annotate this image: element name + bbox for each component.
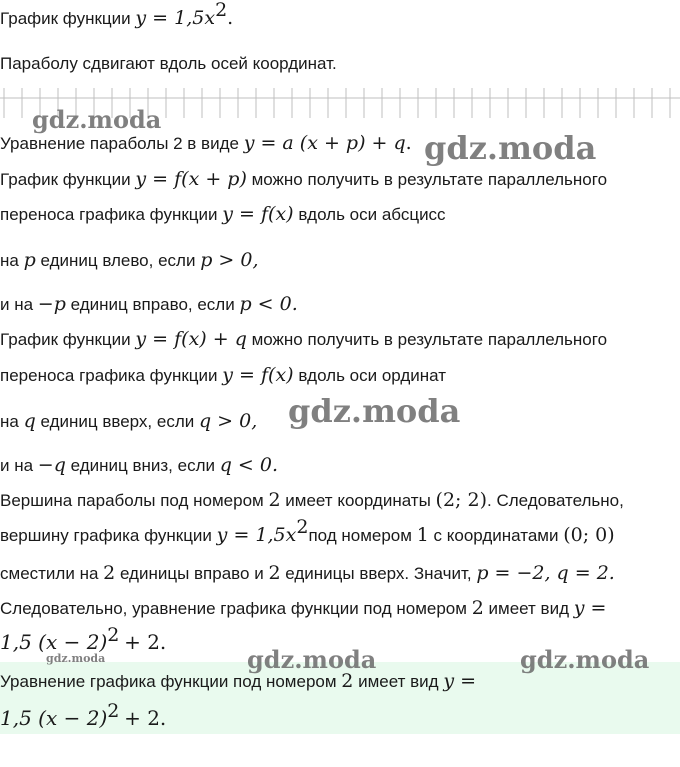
formula: p = −2, q = 2. [476, 562, 615, 584]
watermark: gdz.moda [424, 129, 597, 167]
text-segment: единицы вверх. Значит, [285, 564, 472, 583]
text-segment: сместили на [0, 564, 99, 583]
formula: 1,5 (x − 2) [0, 630, 108, 654]
text-segment: под номером [308, 526, 412, 545]
text-segment: . Следовательно, [487, 491, 624, 510]
formula: y = [443, 670, 477, 692]
text-segment: График функции [0, 9, 131, 28]
answer-formula: 1,5 (x − 2) [0, 706, 108, 730]
coordinates: (0; 0) [563, 524, 615, 546]
text-segment: на [0, 412, 19, 431]
line-13 [0, 516, 615, 548]
formula: y = [573, 597, 607, 619]
watermark: gdz.moda [32, 105, 162, 134]
text-segment: единиц вниз, если [70, 456, 215, 475]
text-segment: имеет вид [488, 599, 569, 618]
formula: p < 0. [239, 293, 298, 315]
formula: q < 0. [219, 454, 279, 476]
watermark: gdz.moda [520, 645, 650, 674]
text-segment: Следовательно, уравнение графика функции под номером [0, 599, 467, 618]
line-7 [0, 292, 298, 317]
text-segment: Уравнение параболы 2 в виде [0, 134, 239, 153]
answer-line-1 [0, 669, 476, 694]
text-segment: График функции [0, 330, 131, 349]
text-segment: с координатами [433, 526, 559, 545]
text-segment: и на [0, 295, 34, 314]
number: 2 [268, 562, 281, 584]
exponent: 2 [215, 0, 228, 21]
line-5 [0, 202, 446, 227]
text-segment: переноса графика функции [0, 205, 218, 224]
number: 2 [471, 597, 484, 619]
formula: y = f(x) + q [135, 328, 247, 350]
text-segment: Уравнение графика функции под номером [0, 672, 337, 691]
line-8 [0, 327, 607, 352]
watermark: gdz.moda [247, 645, 377, 674]
formula: y = a (x + p) + q [243, 132, 406, 154]
formula: y = f(x) [222, 364, 294, 386]
line-2 [0, 52, 337, 76]
exponent: 2 [107, 700, 120, 722]
text-segment: на [0, 251, 19, 270]
text-segment: единиц вправо, если [70, 295, 235, 314]
text-segment: единиц влево, если [40, 251, 196, 270]
text-segment: единицы вправо и [119, 564, 264, 583]
line-15 [0, 596, 606, 621]
text-segment: вершину графика функции [0, 526, 212, 545]
text-segment: можно получить в результате параллельного [251, 170, 608, 189]
formula: q > 0, [198, 410, 258, 432]
text-segment: можно получить в результате параллельного [251, 330, 608, 349]
line-12 [0, 488, 624, 513]
variable: −q [37, 454, 66, 476]
formula: y = f(x) [222, 203, 294, 225]
formula: y = 1,5x [135, 7, 216, 29]
number: 2 [268, 489, 281, 511]
watermark: gdz.moda [46, 652, 106, 665]
variable: −p [37, 293, 66, 315]
formula: p > 0, [200, 249, 259, 271]
line-9 [0, 363, 446, 388]
punctuation: . [227, 7, 234, 29]
watermark: gdz.moda [288, 392, 461, 430]
text-segment: График функции [0, 170, 131, 189]
answer-line-2 [0, 700, 167, 732]
text-segment: вдоль оси абсцисс [298, 205, 446, 224]
line-11 [0, 453, 278, 478]
line-6 [0, 248, 258, 273]
text-segment: имеет вид [358, 672, 439, 691]
formula: y = f(x + p) [135, 168, 247, 190]
text-segment: имеет координаты [285, 491, 431, 510]
variable: p [23, 249, 36, 271]
number: 1 [416, 524, 429, 546]
formula-end: + 2. [124, 706, 167, 730]
exponent: 2 [296, 516, 309, 538]
formula-end: + 2. [124, 630, 167, 654]
line-3 [0, 131, 412, 156]
line-10 [0, 409, 257, 434]
text-segment: вдоль оси ординат [298, 366, 447, 385]
text-segment: Вершина параболы под номером [0, 491, 264, 510]
coordinates: (2; 2) [435, 489, 487, 511]
text-segment: переноса графика функции [0, 366, 218, 385]
punctuation: . [405, 132, 412, 154]
text-segment: Параболу сдвигают вдоль осей координат. [0, 54, 337, 73]
number: 2 [103, 562, 116, 584]
variable: q [23, 410, 36, 432]
number: 2 [341, 670, 354, 692]
line-1 [0, 0, 234, 31]
formula: y = 1,5x [216, 524, 297, 546]
text-segment: единиц вверх, если [40, 412, 195, 431]
line-4 [0, 167, 607, 192]
exponent: 2 [107, 624, 120, 646]
line-14 [0, 561, 615, 586]
text-segment: и на [0, 456, 34, 475]
